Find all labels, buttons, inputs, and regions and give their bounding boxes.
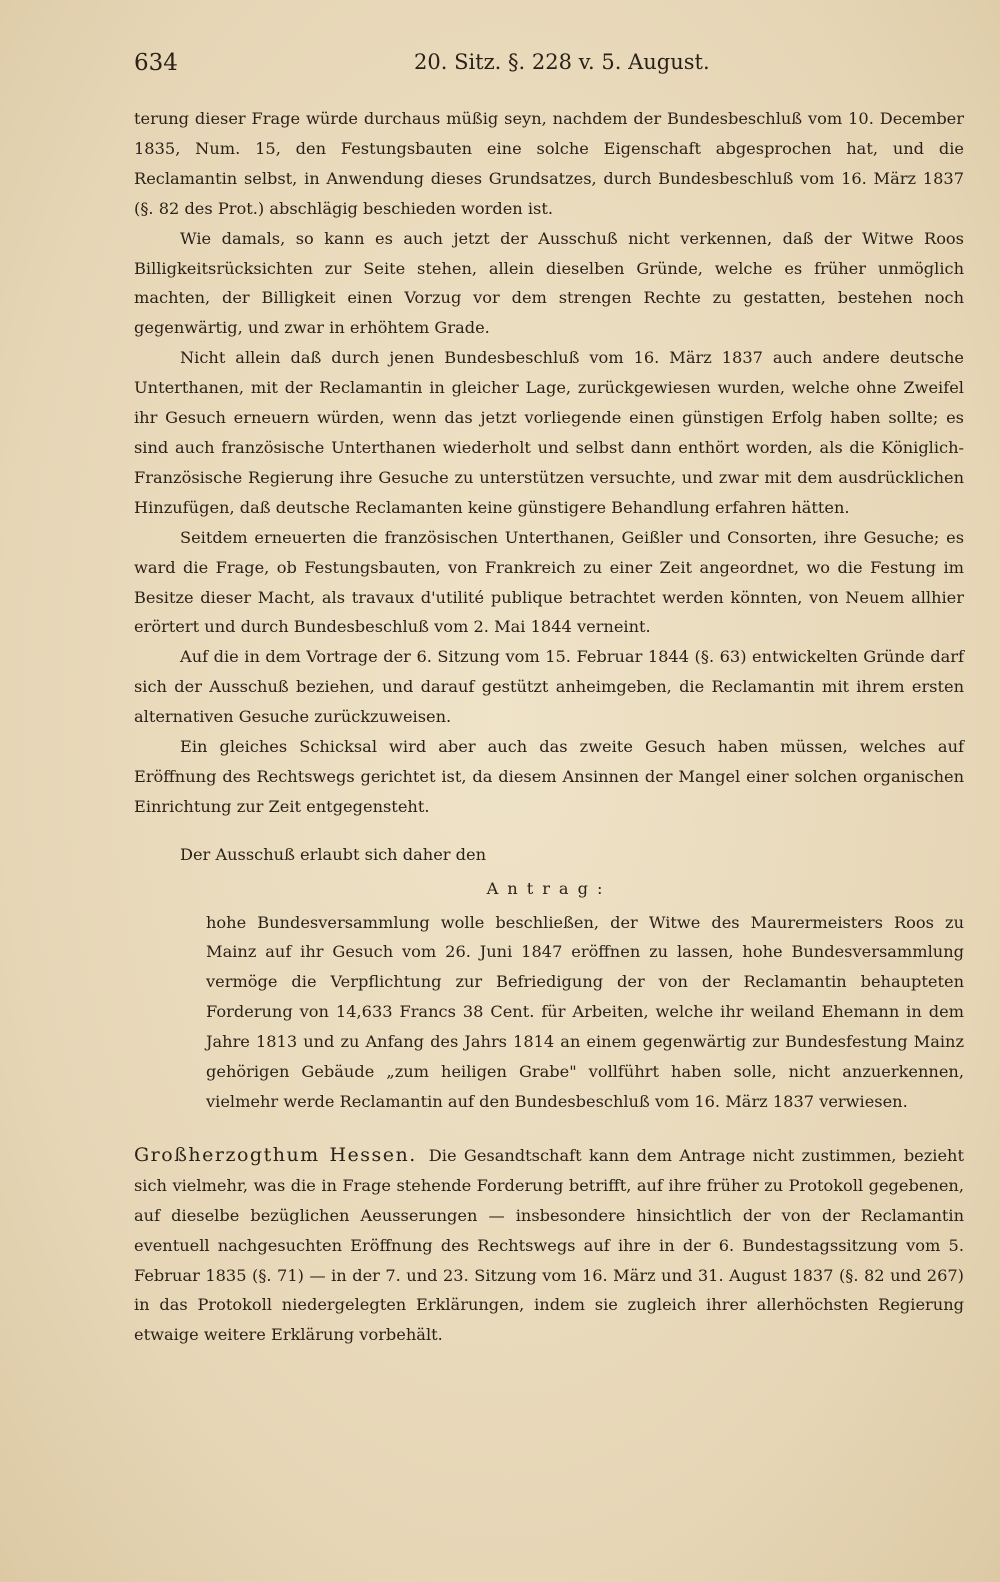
paragraph: Wie damals, so kann es auch jetzt der Ausschuß nicht verkennen, daß der Witwe Roos Billigkeitsrücksichten zur Seite stehen, allein dieselben Gründe, welche es früher unmöglich machten, der Billigkeit einen Vorzug vor dem strengen Rechte zu gestatten, bestehen noch gegenwärtig, und zwar in erhöhtem Grade.	[134, 228, 964, 338]
paragraph: Ein gleiches Schicksal wird aber auch das zweite Gesuch haben müssen, welches auf Eröffnung des Rechtswegs gerichtet ist, da diesem Ansinnen der Mangel einer solchen organischen Einrichtung zur Zeit entgegensteht.	[134, 737, 964, 816]
paragraph: Auf die in dem Vortrage der 6. Sitzung vom 15. Februar 1844 (§. 63) entwickelten Gründe darf sich der Ausschuß beziehen, und darauf gestützt anheimgeben, die Reclamantin mit ihrem ersten alternativen Gesuche zurückzuweisen.	[134, 647, 964, 727]
paragraph-continuation: terung dieser Frage würde durchaus müßig seyn, nachdem der Bundesbeschluß vom 10. December 1835, Num. 15, den Festungsbauten eine solche Eigenschaft abgesprochen hat, und die Reclamantin selbst, in Anwendung dieses Grundsatzes, durch Bundesbeschluß vom 16. März 1837 (§. 82 des Prot.) abschlägig beschieden worden ist.	[134, 109, 964, 218]
motion-heading: Antrag:	[486, 878, 612, 898]
motion-intro: Der Ausschuß erlaubt sich daher den	[180, 844, 487, 864]
paragraph: Nicht allein daß durch jenen Bundesbeschluß vom 16. März 1837 auch andere deutsche Unterthanen, mit der Reclamantin in gleicher Lage, zurückgewiesen wurden, welche ohne Zweifel ihr Gesuch erneuern würden, wenn das jetzt vorliegende einen günstigen Erfolg haben sollte; es sind auch französische Unterthanen wiederholt und selbst dann enthört worden, als die Königlich-Französische Regierung ihre Gesuche zu unterstützen versuchte, und zwar mit dem ausdrücklichen Hinzufügen, daß deutsche Reclamanten keine günstigere Behandlung erfahren hätten.	[134, 348, 964, 517]
paragraph: Seitdem erneuerten die französischen Unterthanen, Geißler und Consorten, ihre Gesuche; es ward die Frage, ob Festungsbauten, von Frankreich zu einer Zeit angeordnet, wo die Festung im Besitze dieser Macht, als travaux d'utilité publique betrachtet werden könnten, von Neuem allhier erörtert und durch Bundesbeschluß vom 2. Mai 1844 verneint.	[134, 527, 964, 637]
motion-text: hohe Bundesversammlung wolle beschließen, der Witwe des Maurermeisters Roos zu Mainz auf ihr Gesuch vom 26. Juni 1847 eröffnen zu lassen, hohe Bundesversammlung vermöge die Verpflichtung zur Befriedigung der von der Reclamantin behaupteten Forderung von 14,633 Francs 38 Cent. für Arbeiten, welche ihr weiland Ehemann in dem Jahre 1813 und zu Anfang des Jahrs 1814 an einem gegenwärtig zur Bundesfestung Mainz gehörigen Gebäude „zum heiligen Grabe" vollführt haben solle, nicht anzuerkennen, vielmehr werde Reclamantin auf den Bundesbeschluß vom 16. März 1837 verwiesen.	[206, 912, 964, 1111]
state-vote-text: Die Gesandtschaft kann dem Antrage nicht zustimmen, bezieht sich vielmehr, was die in Frage stehende Forderung betrifft, auf ihre früher zu Protokoll gegebenen, auf dieselbe bezüglichen Aeusserungen — insbesondere hinsichtlich der von der Reclamantin eventuell nachgesuchten Eröffnung des Rechtswegs auf ihre in der 6. Bundestagssitzung vom 5. Februar 1835 (§. 71) — in der 7. und 23. Sitzung vom 16. März und 31. August 1837 (§. 82 und 267) in das Protokoll niedergelegten Erklärungen, indem sie zugleich ihrer allerhöchsten Regierung etwaige weitere Erklärung vorbehält.	[134, 1145, 964, 1345]
page-header	[134, 50, 964, 86]
state-vote	[134, 1141, 964, 1350]
state-name: Großherzogthum Hessen.	[134, 1143, 417, 1166]
document-body	[134, 104, 964, 1350]
running-head: 20. Sitz. §. 228 v. 5. August.	[414, 50, 710, 74]
page-number: 634	[134, 50, 178, 76]
